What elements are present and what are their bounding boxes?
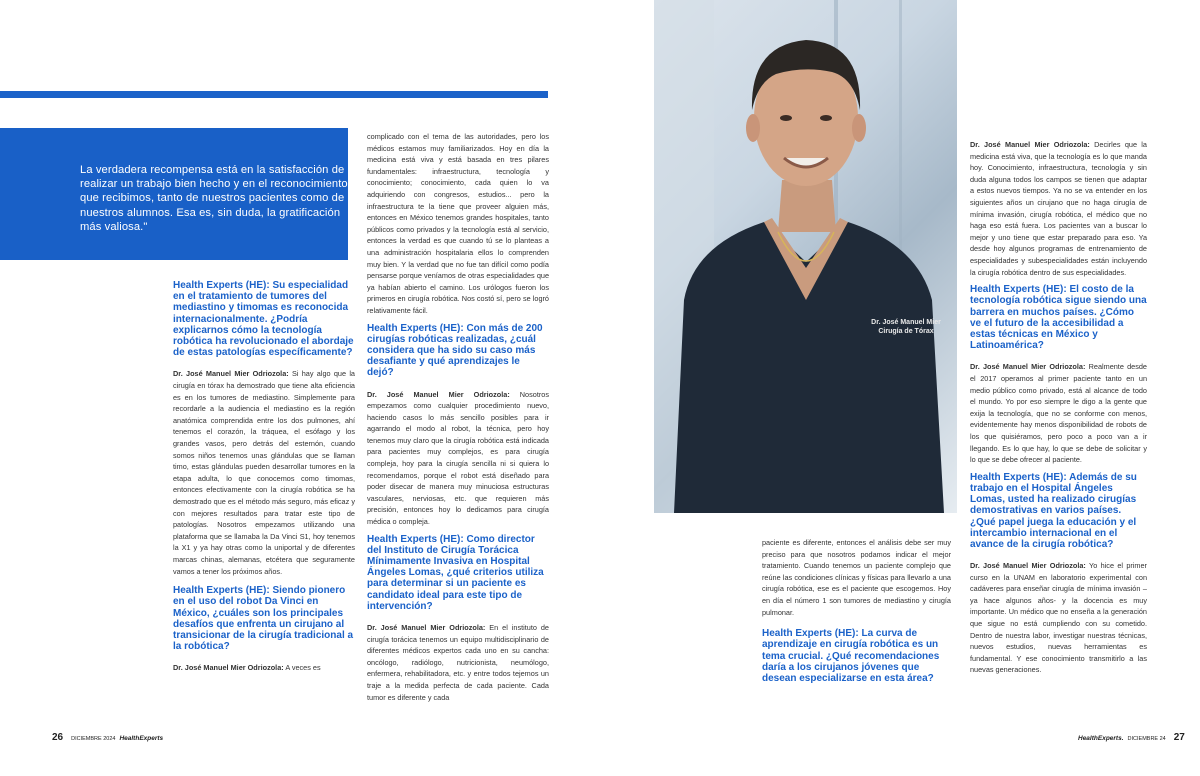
- answer-1: [173, 368, 355, 577]
- answer-4: [367, 622, 549, 703]
- right-footer: [1078, 732, 1185, 743]
- speaker: Dr. José Manuel Mier Odriozola:: [970, 140, 1090, 149]
- answer-text: Yo hice el primer curso en la UNAM en laboratorio experimental con cadáveres para enseñar cirugía de mínima invasión – ya hace algunos años- y la docencia es muy importante. Un médico que no enseña a la generación que sigue no está cumpliendo con su cometido. Dentro de nuestra labor, investigar nuestras técnicas, nuevos estudios, nuevas herramientas es fundamental. Y ese conocimiento transmitirlo a las nuevas generaciones.: [970, 561, 1147, 675]
- issue-date-left: DICIEMBRE 2024: [71, 736, 116, 742]
- speaker: Dr. José Manuel Mier Odriozola:: [173, 369, 289, 379]
- pull-quote: La verdadera recompensa está en la satisfacción de realizar un trabajo bien hecho y en el reconocimiento que recibimos, tanto de nuestros pacientes como de nuestros alumnos. Esa es, sin duda, la gratificación más valiosa.": [80, 164, 348, 233]
- scrubs-name: Dr. José Manuel Mier: [871, 319, 941, 326]
- doctor-photo: [654, 0, 957, 513]
- speaker: Dr. José Manuel Mier Odriozola:: [367, 623, 486, 633]
- answer-continuation: paciente es diferente, entonces el análisis debe ser muy preciso para que nosotros podamos indicar el mejor tratamiento. Cuando tenemos un paciente complejo que reúne las condiciones clínicas y físicas para llevarlo a una cirugía robótica, ese es el paciente que escogemos. Hoy en día el número 1 son tumores de mediastino y cirugía pulmonar.: [762, 538, 951, 617]
- article-column-2: [367, 131, 549, 709]
- article-column-1: [173, 276, 355, 680]
- question-1: Health Experts (HE): Su especialidad en el tratamiento de tumores del mediastino y timomas es reconocida internacionalmente. ¿Podría explicarnos cómo la tecnología robótica ha revolucionado el abordaje de estas patologías específicamente?: [173, 280, 354, 359]
- question-4: Health Experts (HE): Como director del Instituto de Cirugía Torácica Mínimamente Invasiva en Hospital Ángeles Lomas, ¿qué criterios utiliza para determinar si un paciente es candidato ideal para este tipo de intervención?: [367, 533, 544, 612]
- question-5: Health Experts (HE): La curva de aprendizaje en cirugía robótica es un tema crucial. ¿Qué recomendaciones daría a los cirujanos jóvenes que desean especializarse en esta área?: [762, 628, 940, 684]
- question-7: Health Experts (HE): Además de su trabajo en el Hospital Ángeles Lomas, usted ha realizado cirugías demostrativas en varios países. ¿Qué papel juega la educación y el intercambio internacional en el avance de la cirugía robótica?: [970, 471, 1137, 550]
- article-column-4: [970, 139, 1147, 682]
- answer-6: [970, 361, 1147, 465]
- answer-text: Realmente desde el 2017 operamos al primer paciente tanto en un medio público como privado, está al alcance de todo el mundo. Yo por eso siempre le digo a la gente que exija la tecnología, que no se conforme con menos, evidentemente hay menos disponibilidad de robots de los que quisiéramos, pero poco a poco van a ir llegando. Es lo que hay, lo que se debe de solicitar y lo que se debe ofrecer al paciente.: [970, 362, 1147, 465]
- question-3: Health Experts (HE): Con más de 200 cirugías robóticas realizadas, ¿cuál considera que ha sido su caso más desafiante y qué aprendizajes le dejó?: [367, 322, 543, 379]
- page-number-right: 27: [1173, 732, 1185, 743]
- doctor-portrait-illustration: [654, 0, 957, 513]
- answer-text: En el instituto de cirugía torácica tenemos un equipo multidisciplinario de diferentes médicos expertos cada uno en su cancha: oncólogo, radiólogo, nutricionista, neumólogo, enfermera, rehabilitadora, etc. y entre todos tejemos un traje a la medida perfecta de cada paciente. Cada tumor es diferente y cada: [367, 623, 549, 702]
- question-6: Health Experts (HE): El costo de la tecnología robótica sigue siendo una barrera en muchos países. ¿Cómo ve el futuro de la accesibilidad a estas técnicas en México y Latinoamérica?: [970, 284, 1147, 352]
- answer-5: [970, 139, 1147, 278]
- answer-text: Decirles que la medicina está viva, que la tecnología es lo que manda hoy. Conocimiento, infraestructura, tecnología y sin duda alguna todos los campos se tienen que adaptar a estos nuevos tiempos. Ya no se va entender en los siguientes años un cirujano que no haga cirugía de mínima invasión, cirugía robótica, el médico que no haga eso está fuera. Los pacientes van a buscar lo mejor y uno tiene que estar preparado para eso. Ya desde hoy algunos programas de entrenamiento de especialidades y subespecialidades están incluyendo la cirugía robótica dentro de sus especialidades.: [970, 140, 1147, 277]
- issue-date-right: DICIEMBRE 24: [1127, 736, 1166, 742]
- brand-left: HealthExperts: [119, 735, 164, 742]
- brand-right: HealthExperts.: [1078, 735, 1124, 742]
- header-rule: [0, 91, 548, 98]
- speaker: Dr. José Manuel Mier Odriozola:: [173, 663, 284, 673]
- answer-7: [970, 560, 1147, 676]
- scrubs-department: Cirugía de Tórax: [878, 328, 934, 335]
- answer-text: A veces es: [283, 663, 321, 673]
- speaker: Dr. José Manuel Mier Odriozola:: [970, 561, 1086, 571]
- answer-text: Nosotros empezamos como cualquier procedimiento nuevo, haciendo casos lo más sencillo posibles para ir agarrando el modo al robot, la técnica, pero hoy tenemos muy claro que la cirugía robótica está indicada para pacientes muy complejos, es para cirugía compleja, hoy para la cirugía sencilla ni si quiera lo recomendamos, porque el robot está diseñado para poder disecar de manera muy minuciosa estructuras vasculares, nerviosas, etc. que requieren más precisión, entonces hoy lo dedicamos para cirugía médica o compleja.: [367, 389, 549, 527]
- answer-3: [367, 389, 549, 528]
- answer-2: [173, 662, 355, 674]
- scrubs-embroidery: [867, 318, 945, 336]
- answer-text: Si hay algo que la cirugía en tórax ha demostrado que tiene alta eficiencia es en los tumores de mediastino. Simplemente para recordarle a la audiencia el mediastino es la región anatómica comprendida entre los dos pulmones, ahí tenemos el corazón, la tráquea, el esófago y los grandes vasos, pero detrás del esternón, cuando somos niños tenemos unas glándulas que se llaman timo, estas glándulas pueden desarrollar tumores en la etapa adulta, lo que conocemos como timomas, entonces efectivamente con la cirugía robótica se ha demostrado que es el método más seguro, más eficaz y con mejores resultados para tratar este tipo de patologías. Nosotros empezamos utilizando una plataforma que se llamaba la Da Vinci S1, hoy tenemos la X1 y ya hay otras como la uniportal y de diferentes marcas chinas, alemanas, etcétera que seguramente vamos a tener los próximos años.: [173, 369, 355, 576]
- answer-continuation: complicado con el tema de las autoridades, pero los médicos estamos muy familiarizados. Hoy en día la medicina está viva y está basada en tres pilares fundamentales: infraestructura, tecnología y conocimiento; conocimiento, cada quien lo va adquiriendo con congresos, estudios... pero la infraestructura te la tiene que proveer alguien más, entonces en México tenemos grandes hospitales, tanto públicos como privados y la tecnología está al servicio, entonces la verdad es que cuando tú se lo planteas a una administración hospitalaria ellos lo comprenden muy bien. Y la verdad que no fue tan difícil como podía pensarse porque veníamos de otras especialidades que ya habían abierto el camino. Los urólogos fueron los primeros en cirugía robótica. Nos costó sí, pero se logró relativamente fácil.: [367, 132, 549, 315]
- speaker: Dr. José Manuel Mier Odriozola:: [367, 389, 510, 399]
- page-number-left: 26: [52, 732, 64, 743]
- speaker: Dr. José Manuel Mier Odriozola:: [970, 362, 1086, 372]
- question-2: Health Experts (HE): Siendo pionero en el uso del robot Da Vinci en México, ¿cuáles son los principales desafíos que enfrenta un cirujano al transicionar de la cirugía tradicional a la robótica?: [173, 585, 354, 653]
- article-column-3: [762, 537, 951, 694]
- left-footer: [52, 732, 163, 743]
